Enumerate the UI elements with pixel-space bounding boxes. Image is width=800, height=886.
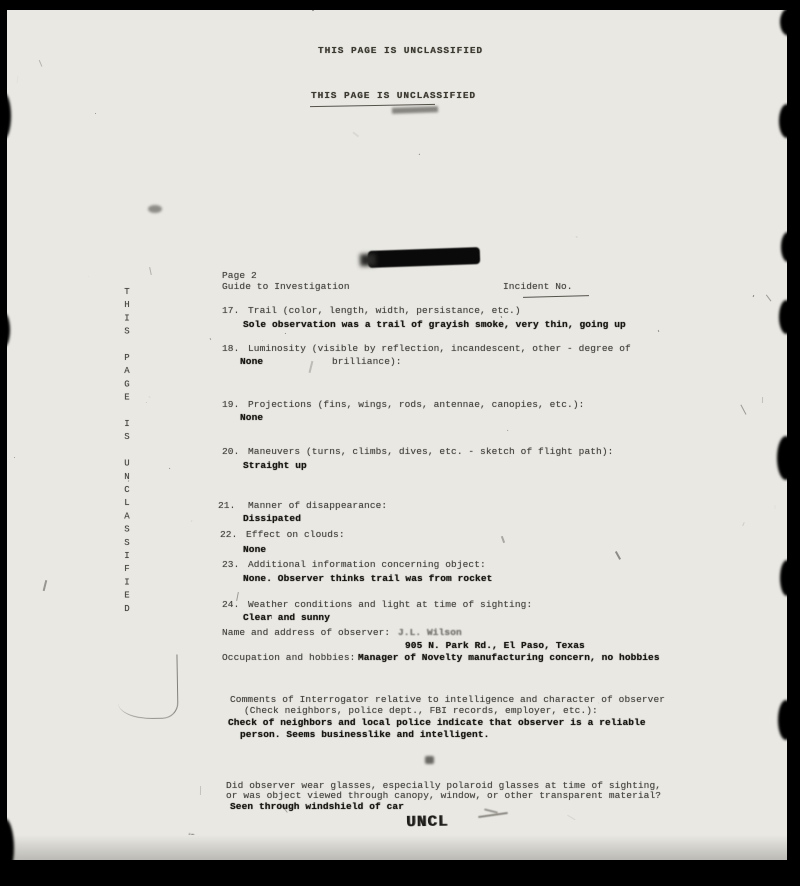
item-17-question: Trail (color, length, width, persistance, etc.) xyxy=(248,305,521,316)
glasses-question-line1: Did observer wear glasses, especially polaroid glasses at time of sighting, xyxy=(226,780,662,791)
item-20-answer: Straight up xyxy=(243,460,307,471)
item-19-answer: None xyxy=(240,412,264,423)
paper-background xyxy=(6,9,790,861)
item-21-answer: Dissipated xyxy=(243,513,302,524)
occupation-label: Occupation and hobbies: xyxy=(222,652,356,663)
uncl-stamp: UNCL xyxy=(405,812,449,832)
item-17-answer: Sole observation was a trail of grayish smoke, very thin, going up xyxy=(243,319,626,330)
interrogator-answer-line2: person. Seems businesslike and intelligent. xyxy=(240,729,490,740)
item-21-question: Manner of disappearance: xyxy=(248,500,388,511)
item-22-question: Effect on clouds: xyxy=(246,529,345,540)
scan-bottom-shadow xyxy=(6,835,790,861)
item-22-answer: None xyxy=(243,544,267,555)
incident-label: Incident No. xyxy=(503,281,573,292)
item-18-question-cont: brilliance): xyxy=(332,356,402,367)
item-22-number: 22. xyxy=(220,529,238,540)
item-21-number: 21. xyxy=(218,500,236,511)
form-title: Guide to Investigation xyxy=(222,281,350,292)
scan-border-right xyxy=(787,0,800,886)
item-17-number: 17. xyxy=(222,305,240,316)
side-classification-text: THIS PAGE IS UNCLASSIFIED xyxy=(122,287,132,617)
small-smudge xyxy=(148,205,162,213)
item-24-answer: Clear and sunny xyxy=(243,612,331,623)
interrogator-answer-line1: Check of neighbors and local police indicate that observer is a reliable xyxy=(228,717,646,728)
item-19-question: Projections (fins, wings, rods, antennae, canopies, etc.): xyxy=(248,399,585,410)
item-24-question: Weather conditions and light at time of sighting: xyxy=(248,599,533,610)
ink-blot xyxy=(425,756,434,764)
occupation-value: Manager of Novelty manufacturing concern, no hobbies xyxy=(358,652,660,663)
classification-header-2: THIS PAGE IS UNCLASSIFIED xyxy=(311,90,477,101)
item-20-number: 20. xyxy=(222,446,240,457)
item-24-number: 24. xyxy=(222,599,240,610)
scan-border-bottom xyxy=(0,860,800,886)
item-20-question: Maneuvers (turns, climbs, dives, etc. - sketch of flight path): xyxy=(248,446,614,457)
scan-border-left xyxy=(0,0,7,886)
item-23-question: Additional information concerning object: xyxy=(248,559,486,570)
glasses-answer: Seen through windshield of car xyxy=(230,801,405,812)
item-18-number: 18. xyxy=(222,343,240,354)
scan-border-top xyxy=(0,0,800,10)
interrogator-comments-line2: (Check neighbors, police dept., FBI records, employer, etc.): xyxy=(244,705,598,716)
item-18-answer: None xyxy=(240,356,264,367)
interrogator-comments-line1: Comments of Interrogator relative to intelligence and character of observer xyxy=(230,694,666,705)
item-18-question: Luminosity (visible by reflection, incandescent, other - degree of xyxy=(248,343,631,354)
glasses-question-line2: or was object viewed through canopy, window, or other transparent material? xyxy=(226,790,662,801)
observer-address-value: 905 N. Park Rd., El Paso, Texas xyxy=(405,640,585,651)
item-19-number: 19. xyxy=(222,399,240,410)
crease-mark xyxy=(117,654,178,719)
item-23-answer: None. Observer thinks trail was from rocket xyxy=(243,573,493,584)
observer-name-label: Name and address of observer: xyxy=(222,627,391,638)
item-23-number: 23. xyxy=(222,559,240,570)
page-number-label: Page 2 xyxy=(222,270,257,281)
classification-header-1: THIS PAGE IS UNCLASSIFIED xyxy=(318,45,484,56)
observer-name-value: J.L. Wilson xyxy=(398,627,462,638)
